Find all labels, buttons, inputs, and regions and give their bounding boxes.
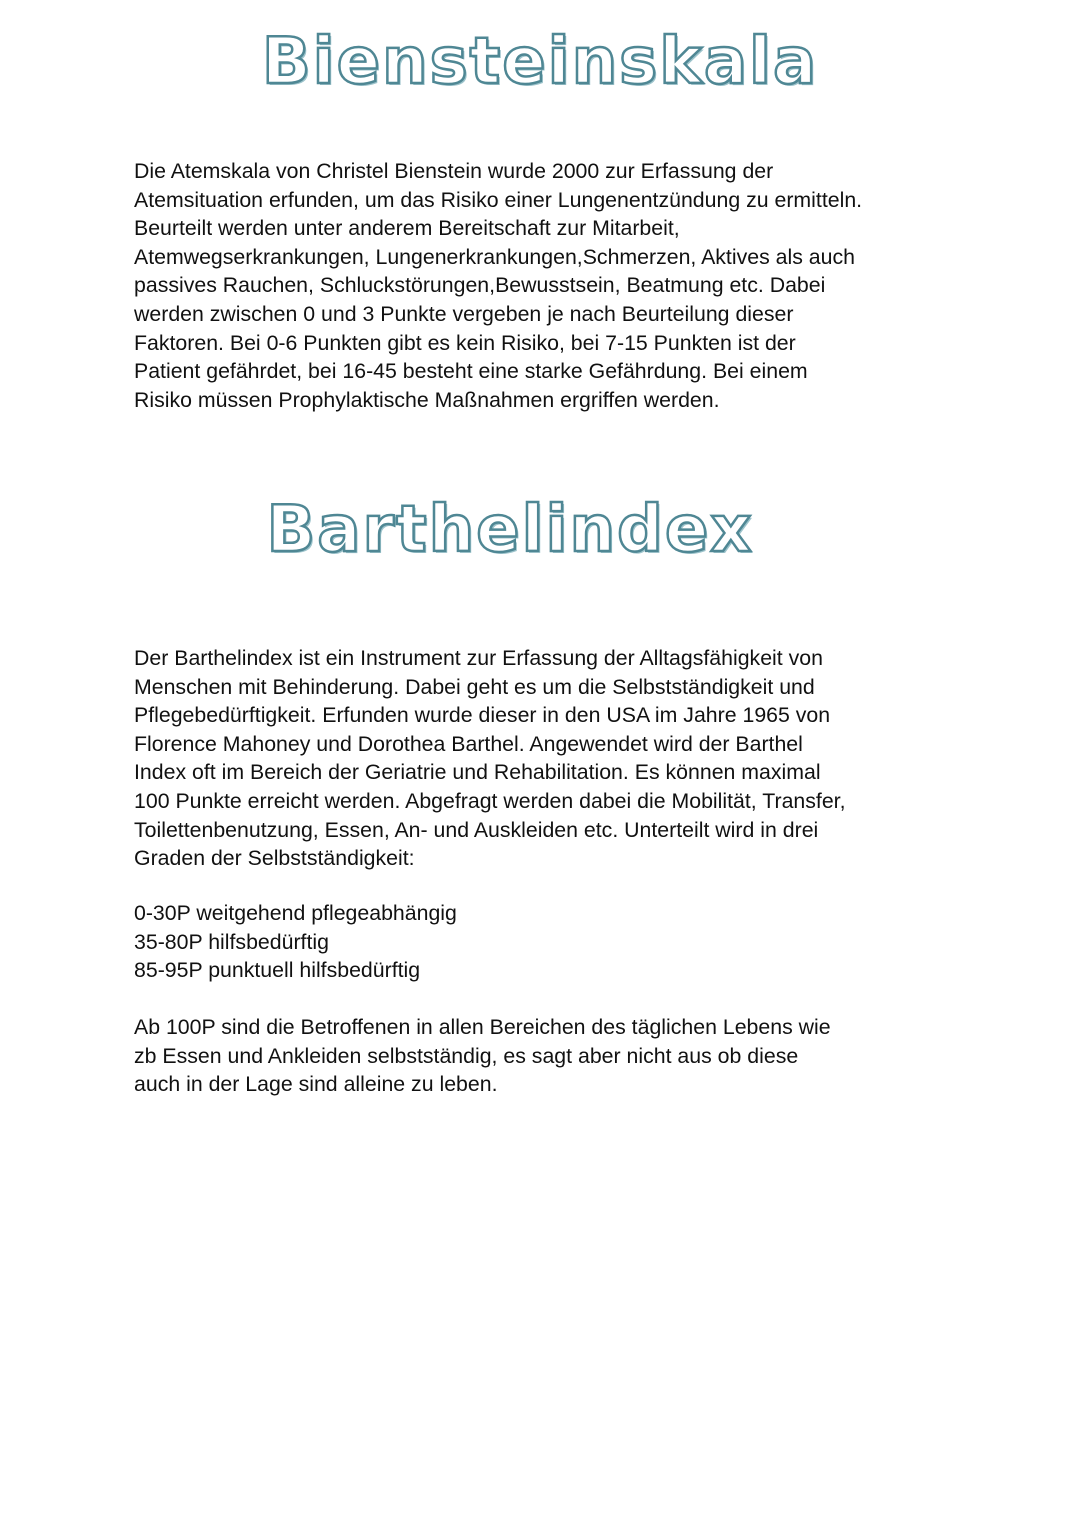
barthelindex-heading: Barthelindex [266,493,754,567]
barthelindex-closing-paragraph: Ab 100P sind die Betroffenen in allen Bereichen des täglichen Lebens wie zb Essen und Ankleiden selbstständig, es sagt aber nicht aus ob diese auch in der Lage sind alleine zu leben. [134,1015,831,1097]
biensteinskala-description: Die Atemskala von Christel Bienstein wurde 2000 zur Erfassung der Atemsituation erfunden, um das Risiko einer Lungenentzündung zu ermitteln. Beurteilt werden unter anderem Bereitschaft zur Mitarbeit, Atemwegserkrankungen, Lungenerkrankungen,Schmerzen, Aktives als auch passives Rauchen, Schluckstörungen,Bewusstsein, Beatmung etc. Dabei werden zwischen 0 und 3 Punkte vergeben je nach Beurteilung dieser Faktoren. Bei 0-6 Punkten gibt es kein Risiko, bei 7-15 Punkten ist der Patient gefährdet, bei 16-45 besteht eine starke Gefährdung. Bei einem Risiko müssen Prophylaktische Maßnahmen ergriffen werden. [134,159,863,412]
barthelindex-description: Der Barthelindex ist ein Instrument zur Erfassung der Alltagsfähigkeit von Menschen mit Behinderung. Dabei geht es um die Selbstständigkeit und Pflegebedürftigkeit. Erfunden wurde dieser in den USA im Jahre 1965 von Florence Mahoney und Dorothea Barthel. Angewendet wird der Barthel Index oft im Bereich der Geriatrie und Rehabilitation. Es können maximal 100 Punkte erreicht werden. Abgefragt werden dabei die Mobilität, Transfer, Toilettenbenutzung, Essen, An- und Auskleiden etc. Unterteilt wird in drei Graden der Selbstständigkeit: [134,646,846,871]
barthelindex-grades-list: 0-30P weitgehend pflegeabhängig 35-80P hilfsbedürftig 85-95P punktuell hilfsbedürftig [134,901,457,983]
biensteinskala-heading: Biensteinskala [261,25,819,99]
